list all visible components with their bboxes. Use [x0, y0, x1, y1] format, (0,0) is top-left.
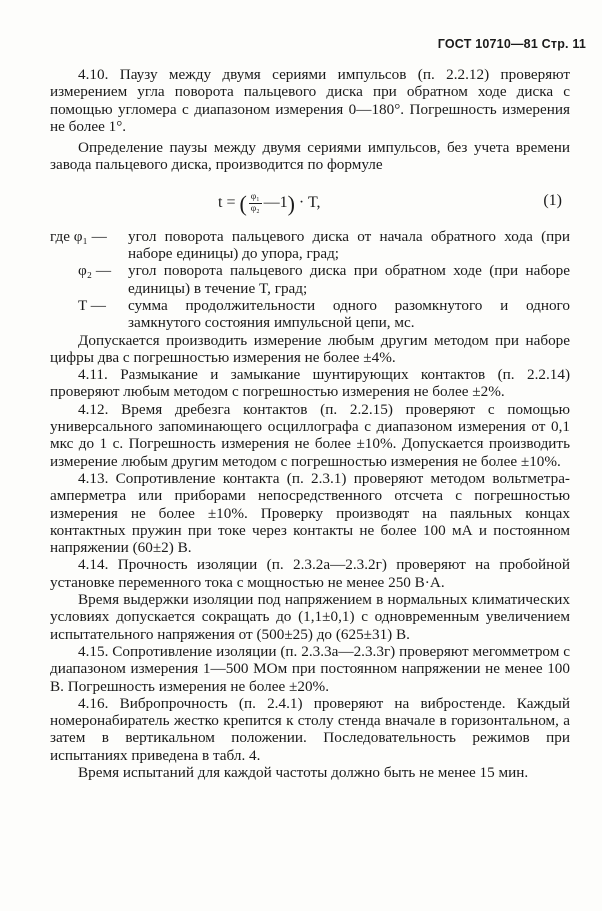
paragraph-4-15: 4.15. Сопротивление изоляции (п. 2.3.3а—2.3.3г) проверяют мегомметром с диапазоном измерения 1—500 МОм при постоянном напряжении не менее 100 В. Погрешность измерения не более ±20%. [50, 642, 570, 695]
paragraph-pause-definition: Определение паузы между двумя сериями импульсов, без учета времени завода пальцевого диска, производится по формуле [50, 139, 570, 174]
formula-fraction [249, 192, 262, 215]
page-header: ГОСТ 10710—81 Стр. 11 [437, 37, 586, 51]
definition-text: угол поворота пальцевого диска от начала обратного хода (при наборе единицы) до упора, град; [128, 227, 570, 263]
formula-1: t = ( $\frac{\text{φ₁}}{\text{φ₂}}$ —1) · T, (1) [218, 190, 562, 216]
document-body [50, 66, 570, 781]
paragraph-4-16: 4.16. Вибропрочность (п. 2.4.1) проверяют на вибростенде. Каждый номеронабиратель жестко крепится к столу стенда вначале в горизонтальном, а затем в вертикальном положении. Последовательность режимов при испытаниях приведена в табл. 4. [50, 694, 570, 764]
paragraph-4-13: 4.13. Сопротивление контакта (п. 2.3.1) проверяют методом вольтметра-амперметра или приборами непосредственного отсчета с погрешностью измерения не более ±10%. Проверку производят на паяльных концах контактных пружин при токе через контакты не более 100 мА и постоянном напряжении (60±2) В. [50, 469, 570, 557]
formula-lhs: t = [218, 193, 236, 211]
definition-item [50, 297, 570, 332]
paragraph-4-11: 4.11. Размыкание и замыкание шунтирующих контактов (п. 2.2.14) проверяют любым методом с погрешностью измерения не более ±2%. [50, 366, 570, 401]
definition-symbol: φ₂ — [78, 262, 112, 280]
paragraph-4-10: 4.10. Паузу между двумя сериями импульсов (п. 2.2.12) проверяют измерением угла поворота пальцевого диска при обратном ходе диска с помощью угломера с диапазоном измерения 0—180°. Погрешность измерения не более 1°. [50, 66, 570, 135]
paragraph-test-time: Время испытаний для каждой частоты должно быть не менее 15 мин. [78, 763, 529, 781]
paragraph-allowance: Допускается производить измерение любым другим методом при наборе цифры два с погрешностью измерения не более ±4%. [50, 331, 570, 366]
definition-symbol: где φ₁ — [50, 227, 107, 245]
definition-item [50, 262, 570, 297]
paragraph-hold-time: Время выдержки изоляции под напряжением в нормальных климатических условиях допускается сокращать до (1,1±0,1) с одновременным увеличением испытательного напряжения от (500±25) до (625±31) В. [50, 591, 570, 643]
formula-number: (1) [543, 191, 562, 209]
formula-mult: · T, [298, 193, 321, 211]
definition-text: сумма продолжительности одного разомкнутого и одного замкнутого состояния импульсной цепи, мс. [128, 296, 570, 332]
definition-text: угол поворота пальцевого диска при обратном ходе (при наборе единицы) в течение T, град; [128, 262, 570, 297]
variable-definitions [50, 228, 570, 332]
formula-tail: —1 [263, 193, 288, 211]
paragraph-4-14: 4.14. Прочность изоляции (п. 2.3.2а—2.3.2г) проверяют на пробойной установке переменного тока с мощностью не менее 250 В·А. [50, 556, 570, 591]
definition-symbol: T — [78, 296, 106, 314]
formula-denominator: φ₂ [250, 203, 260, 214]
paragraph-4-12: 4.12. Время дребезга контактов (п. 2.2.15) проверяют с помощью универсального запоминающего осциллографа с диапазоном измерения от 0,1 мкс до 1 с. Погрешность измерения не более ±10%. Допускается производить измерение любым другим методом с погрешностью измерения не более ±10%. [50, 400, 570, 470]
definition-item [50, 228, 570, 263]
formula-numerator: φ₁ [250, 191, 260, 202]
